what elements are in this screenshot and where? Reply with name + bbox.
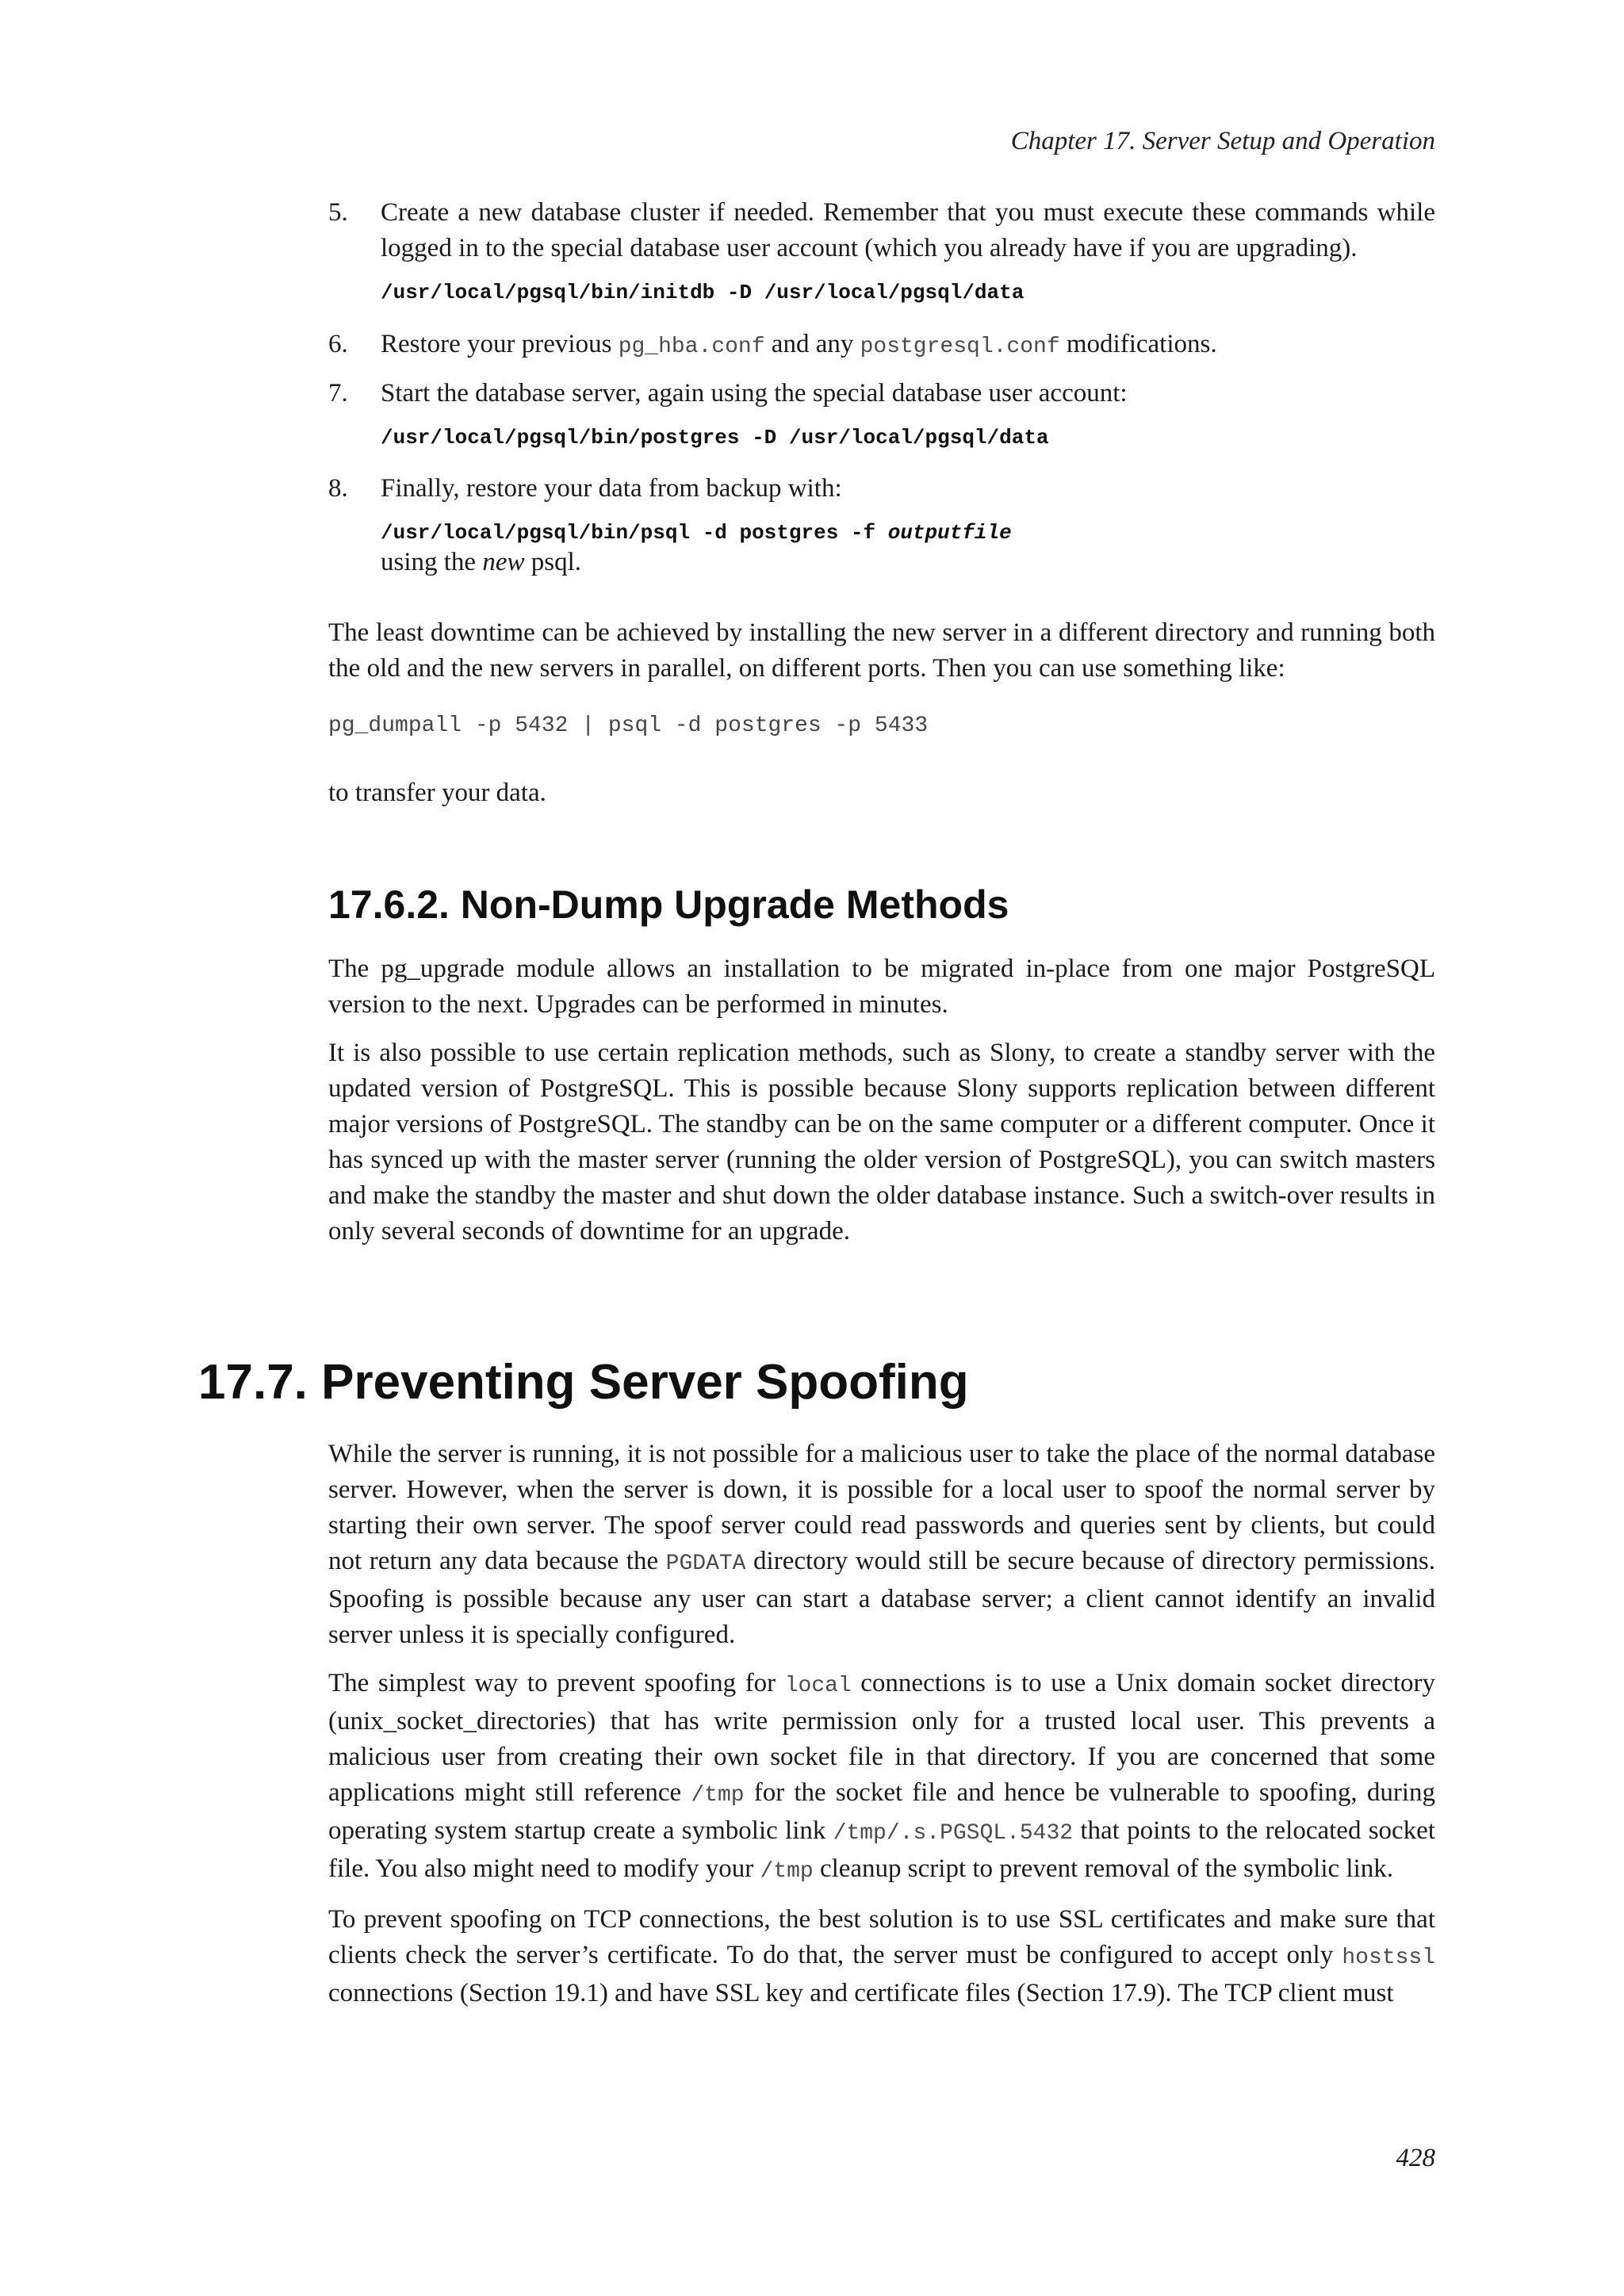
paragraph-downtime [328, 615, 1435, 687]
inline-code-pgdata: PGDATA [665, 1552, 746, 1576]
paragraph-transfer [328, 775, 1435, 811]
tcp-text-a: To prevent spoofing on TCP connections, the best solution is to use SSL certificates and make sure that clients check the server’s certificate. To do that, the server must be configured to accept only [328, 1905, 1435, 1969]
list-text-mid: and any [764, 330, 860, 358]
heading-17-6-2: 17.6.2. Non-Dump Upgrade Methods [328, 882, 1009, 927]
command-initdb: /usr/local/pgsql/bin/initdb -D /usr/local/pgsql/data [381, 281, 1025, 304]
list-text: Finally, restore your data from backup with: [381, 474, 842, 503]
list-item-5 [328, 195, 1435, 304]
paragraph-local-connections [328, 1666, 1435, 1889]
list-text: Start the database server, again using the special database user account: [381, 379, 1128, 408]
paragraph-tcp-connections [328, 1902, 1435, 2011]
list-item-6 [328, 327, 1435, 365]
section-17-7-body [328, 1437, 1435, 2011]
command-psql-arg: outputfile [887, 521, 1012, 545]
using-new-psql [381, 545, 1435, 580]
inline-code-tmp-2: /tmp [760, 1859, 814, 1884]
inline-code-postgresql-conf: postgresql.conf [860, 335, 1060, 359]
section-heading-17-6-2 [328, 882, 1435, 928]
list-item-8 [328, 471, 1435, 580]
code-line-dumpall: pg_dumpall -p 5432 | psql -d postgres -p 5433 [328, 714, 929, 738]
local-text-b: connections is to use a Unix domain socket directory (unix_socket_directories) that has write permission only for a trusted local user. This prevents a malicious user from creating their own socket file in that directory. If you are concerned that some applications might still reference [328, 1669, 1435, 1807]
inline-code-tmp: /tmp [691, 1783, 745, 1808]
inline-code-hostssl: hostssl [1342, 1946, 1435, 1970]
list-number: 8. [328, 474, 348, 503]
section-17-6-2-body [328, 951, 1435, 1249]
paragraph-pg-upgrade: The pg_upgrade module allows an installation to be migrated in-place from one major PostgreSQL version to the next. Upgrades can be performed in minutes. [328, 955, 1435, 1019]
inline-code-socket-link: /tmp/.s.PGSQL.5432 [833, 1821, 1074, 1846]
local-text-d: that points to the relocated socket file. You also might need to modify your [328, 1816, 1436, 1883]
inline-code-local: local [784, 1674, 852, 1698]
paragraph-transfer-text: to transfer your data. [328, 779, 546, 807]
running-header: Chapter 17. Server Setup and Operation [1010, 127, 1435, 155]
using-text-end: psql. [524, 548, 582, 576]
list-text-before: Restore your previous [381, 330, 619, 358]
using-new-emphasis: new [482, 548, 525, 576]
local-text-a: The simplest way to prevent spoofing for [328, 1669, 785, 1697]
spoof-text-b: directory would still be secure because of directory permissions. Spoofing is possible because any user can start a database server; a client cannot identify an invalid server unless it is specially configured. [328, 1547, 1435, 1649]
local-text-e: cleanup script to prevent removal of the symbolic link. [813, 1854, 1393, 1883]
list-text: Create a new database cluster if needed. Remember that you must execute these commands while logged in to the special database user account (which you already have if you are upgrading). [381, 198, 1435, 262]
list-number: 6. [328, 330, 348, 358]
command-psql [381, 521, 1435, 545]
tcp-text-b: connections (Section 19.1) and have SSL key and certificate files (Section 17.9). The TCP client must [328, 1979, 1394, 2007]
local-text-c: for the socket file and hence be vulnerable to spoofing, during operating system startup create a symbolic link [328, 1778, 1435, 1845]
paragraph-spoofing-intro [328, 1437, 1435, 1653]
using-text: using the [381, 548, 483, 576]
spoof-text-a: While the server is running, it is not possible for a malicious user to take the place of the normal database server. However, when the server is down, it is possible for a local user to spoof the normal server by starting their own server. The spoof server could read passwords and queries sent by clients, but could not return any data because the [328, 1440, 1435, 1575]
command-psql-text: /usr/local/pgsql/bin/psql -d postgres -f [381, 521, 888, 545]
list-number: 7. [328, 379, 348, 408]
code-block-dumpall [328, 714, 1435, 738]
list-item-7 [328, 376, 1435, 450]
paragraph-replication: It is also possible to use certain replication methods, such as Slony, to create a standby server with the updated version of PostgreSQL. This is possible because Slony supports replication between different major versions of PostgreSQL. The standby can be on the same computer or a different computer. Once it has synced up with the master server (running the older version of PostgreSQL), you can switch masters and make the standby the master and shut down the older database instance. Such a switch-over results in only several seconds of downtime for an upgrade. [328, 1039, 1435, 1246]
command-postgres: /usr/local/pgsql/bin/postgres -D /usr/local/pgsql/data [381, 426, 1049, 450]
section-heading-17-7 [198, 1354, 1435, 1410]
list-text-after: modifications. [1059, 330, 1217, 358]
inline-code-pg-hba: pg_hba.conf [618, 335, 765, 359]
list-number: 5. [328, 198, 348, 227]
page-number: 428 [1396, 2144, 1435, 2172]
paragraph-downtime-text: The least downtime can be achieved by installing the new server in a different directory and running both the old and the new servers in parallel, on different ports. Then you can use something like: [328, 618, 1435, 683]
heading-17-7: 17.7. Preventing Server Spoofing [198, 1355, 969, 1410]
